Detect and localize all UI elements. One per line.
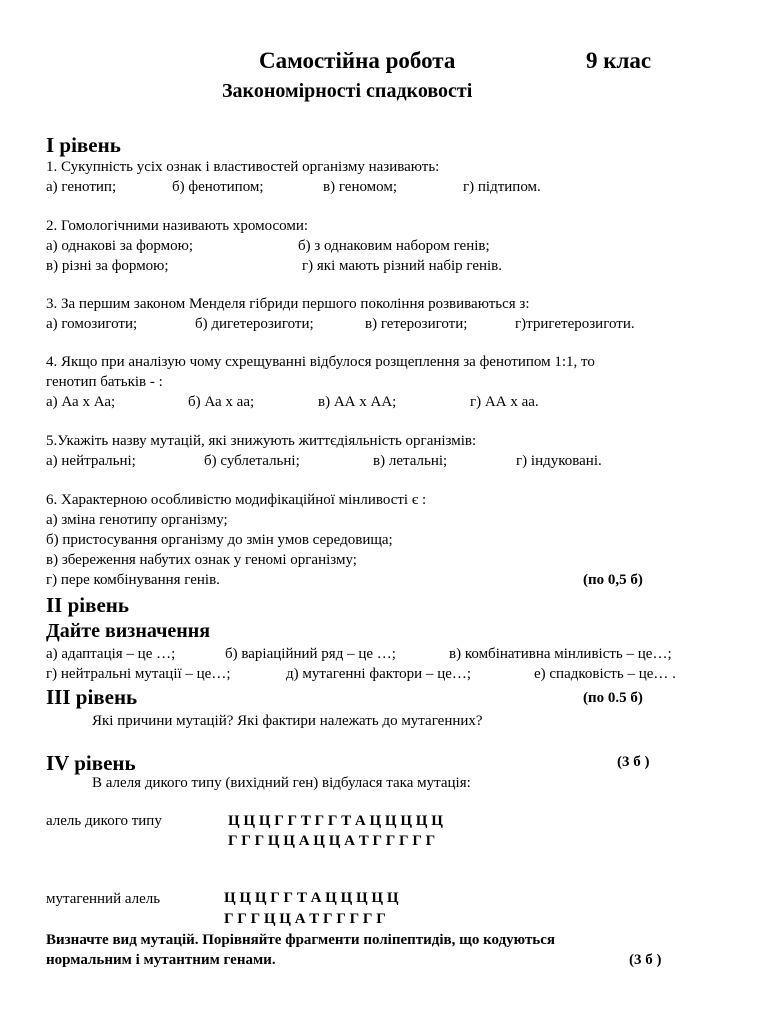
- q5-text: 5.Укажіть назву мутацій, які знижують життєдіяльність організмів:: [46, 433, 477, 449]
- level3-points: (по 0.5 б): [583, 690, 643, 706]
- q5-option-a: а) нейтральні;: [46, 453, 136, 469]
- q1-option-a: а) генотип;: [46, 179, 117, 195]
- q6-option-c: в) збереження набутих ознак у геномі організму;: [46, 552, 357, 568]
- definition-b: б) варіаційний ряд – це …;: [225, 646, 396, 662]
- q4-option-c: в) АА х АА;: [318, 394, 397, 410]
- q1-option-b: б) фенотипом;: [172, 179, 264, 195]
- q5-option-d: г) індуковані.: [516, 453, 602, 469]
- level2-heading: ІІ рівень: [46, 593, 129, 617]
- q3-option-c: в) гетерозиготи;: [365, 316, 468, 332]
- definition-d: г) нейтральні мутації – це…;: [46, 666, 231, 682]
- q3-text: 3. За першим законом Менделя гібриди першого покоління розвиваються з:: [46, 296, 530, 312]
- definition-a: а) адаптація – це …;: [46, 646, 176, 662]
- level4-points: (3 б ): [617, 754, 650, 770]
- level4-intro: В алеля дикого типу (вихідний ген) відбулася така мутація:: [92, 775, 471, 791]
- q4-option-b: б) Аа х аа;: [188, 394, 255, 410]
- q5-option-b: б) сублетальні;: [204, 453, 300, 469]
- level4-task-points: (3 б ): [629, 952, 662, 968]
- wild-allele-strand-1: Ц Ц Ц Г Г Т Г Г Т А Ц Ц Ц Ц Ц: [228, 813, 443, 829]
- q6-option-b: б) пристосування організму до змін умов середовища;: [46, 532, 393, 548]
- mutant-allele-strand-2: Г Г Г Ц Ц А Т Г Г Г Г Г: [224, 911, 386, 927]
- q4-option-d: г) АА х аа.: [470, 394, 539, 410]
- definitions-heading: Дайте визначення: [46, 620, 211, 642]
- wild-allele-strand-2: Г Г Г Ц Ц А Ц Ц А Т Г Г Г Г Г: [228, 833, 436, 849]
- q2-text: 2. Гомологічними називають хромосоми:: [46, 218, 309, 234]
- q4-text-line2: генотип батьків - :: [46, 374, 163, 390]
- q6-text: 6. Характерною особливістю модифікаційної мінливості є :: [46, 492, 427, 508]
- page-title: Самостійна робота: [259, 48, 456, 73]
- level3-heading: ІІІ рівень: [46, 685, 138, 709]
- q1-option-d: г) підтипом.: [463, 179, 541, 195]
- level4-task-line1: Визначте вид мутацій. Порівняйте фрагменти поліпептидів, що кодуються: [46, 932, 556, 948]
- q5-option-c: в) летальні;: [373, 453, 448, 469]
- level4-task-line2: нормальним і мутантним генами.: [46, 952, 276, 968]
- grade-label: 9 клас: [586, 48, 652, 73]
- q3-option-d: г)тригетерозиготи.: [515, 316, 635, 332]
- q6-option-d: г) пере комбінування генів.: [46, 572, 220, 588]
- q1-option-c: в) геномом;: [323, 179, 398, 195]
- level1-heading: І рівень: [46, 133, 121, 157]
- q1-text: 1. Сукупність усіх ознак і властивостей організму називають:: [46, 159, 440, 175]
- mutant-allele-strand-1: Ц Ц Ц Г Г Т А Ц Ц Ц Ц Ц: [224, 890, 399, 906]
- level1-points: (по 0,5 б): [583, 572, 643, 588]
- q3-option-a: а) гомозиготи;: [46, 316, 138, 332]
- definition-e: д) мутагенні фактори – це…;: [286, 666, 472, 682]
- level3-question: Які причини мутацій? Які фактири належать до мутагенних?: [92, 713, 483, 729]
- q3-option-b: б) дигетерозиготи;: [195, 316, 314, 332]
- q2-option-d: г) які мають різний набір генів.: [302, 258, 503, 274]
- q4-text-line1: 4. Якщо при аналізую чому схрещуванні відбулося розщеплення за фенотипом 1:1, то: [46, 354, 595, 370]
- q6-option-a: а) зміна генотипу організму;: [46, 512, 228, 528]
- mutant-allele-label: мутагенний алель: [46, 891, 161, 907]
- q2-option-a: а) однакові за формою;: [46, 238, 194, 254]
- definition-c: в) комбінативна мінливість – це…;: [449, 646, 672, 662]
- q2-option-b: б) з однаковим набором генів;: [298, 238, 490, 254]
- wild-allele-label: алель дикого типу: [46, 813, 162, 829]
- q4-option-a: а) Аа х Аа;: [46, 394, 116, 410]
- level4-heading: ІV рівень: [46, 751, 136, 775]
- definition-f: е) спадковість – це… .: [534, 666, 676, 682]
- q2-option-c: в) різні за формою;: [46, 258, 169, 274]
- page-subtitle: Закономірності спадковості: [222, 80, 473, 102]
